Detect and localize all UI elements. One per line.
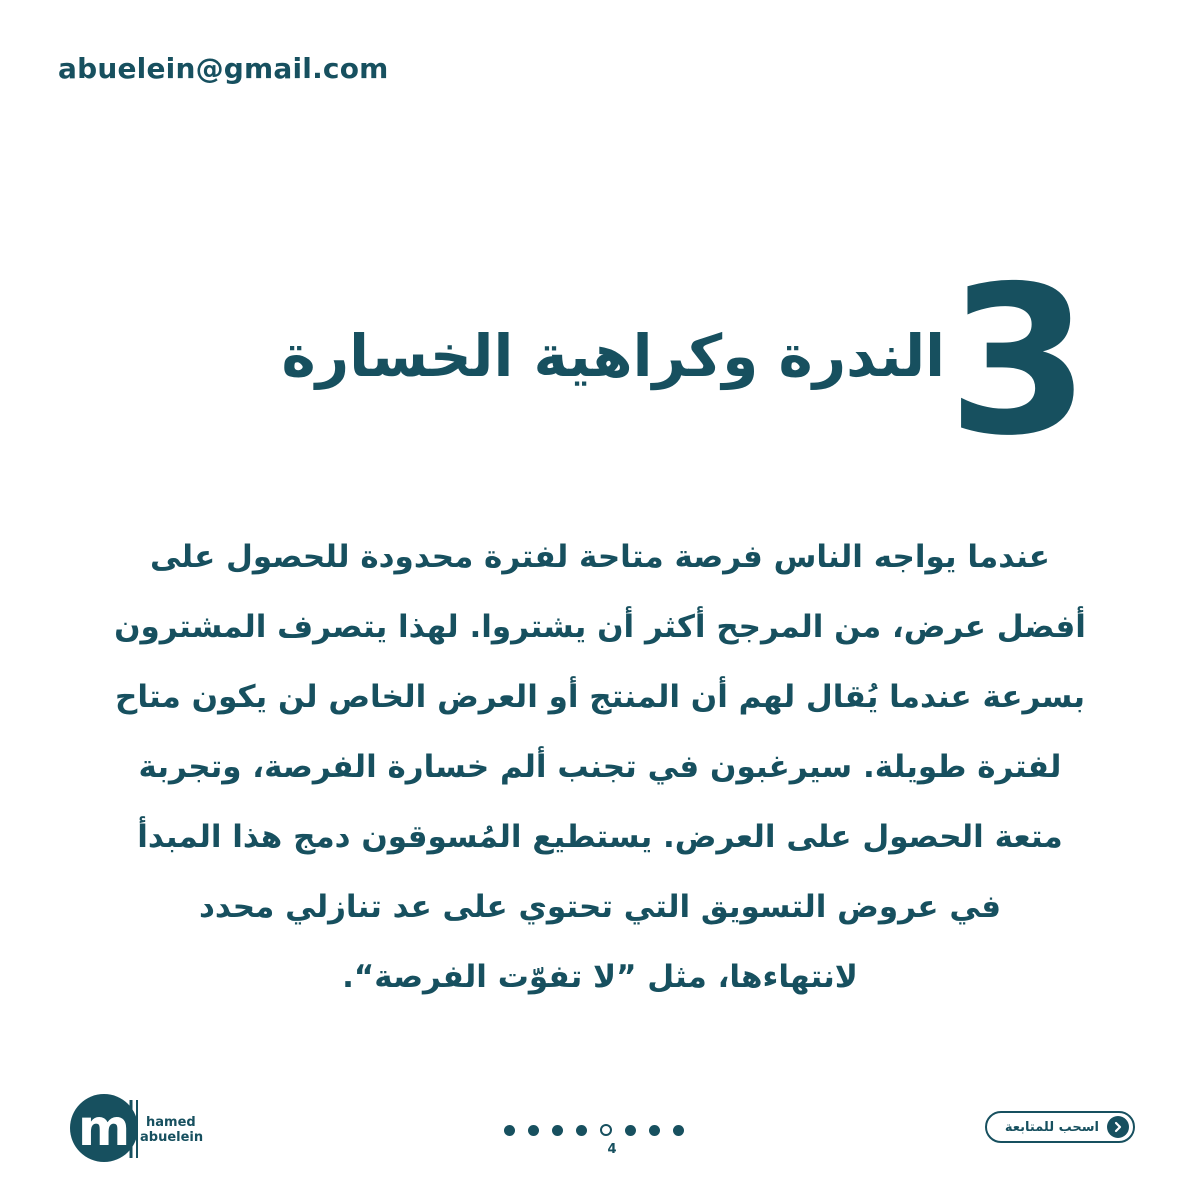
brand-logo [68,1092,204,1164]
body-line: لفترة طويلة. سيرغبون في تجنب ألم خسارة الفرصة، وتجربة [138,749,1062,785]
pagination-dot[interactable] [576,1125,587,1136]
pagination-dot[interactable] [504,1125,515,1136]
page-number: 4 [607,1142,617,1157]
swipe-to-continue-button[interactable] [985,1111,1135,1143]
body-line: في عروض التسويق التي تحتوي على عد تنازلي محدد [198,889,1002,925]
body-line: بسرعة عندما يُقال لهم أن المنتج أو العرض الخاص لن يكون متاح [115,679,1085,715]
section-number: 3 [947,243,1090,481]
pagination-dot[interactable] [625,1125,636,1136]
logo-line-1: hamed [146,1115,196,1130]
body-line: لانتهاءها، مثل ”لا تفوّت الفرصة“. [342,959,858,995]
body-line: أفضل عرض، من المرجح أكثر أن يشتروا. لهذا يتصرف المشترون [114,609,1086,645]
pagination-dot[interactable] [552,1125,563,1136]
swipe-label: اسحب للمتابعة [1004,1119,1099,1135]
logo-line-2: abuelein [140,1130,204,1145]
section-title: الندرة وكراهية الخسارة [281,322,945,390]
pagination-dots [504,1120,704,1140]
contact-email: abuelein@gmail.com [58,52,389,85]
body-line: عندما يواجه الناس فرصة متاحة لفترة محدودة للحصول على [150,539,1050,575]
body-line: متعة الحصول على العرض. يستطيع المُسوقون دمج هذا المبدأ [137,819,1063,855]
pagination-dot[interactable] [673,1125,684,1136]
body-paragraph [60,522,1140,1012]
chevron-right-icon [1107,1116,1129,1138]
section-heading [281,243,1110,481]
pagination-dot[interactable] [528,1125,539,1136]
pagination-dot[interactable] [649,1125,660,1136]
pagination-dot-active[interactable] [600,1124,612,1136]
logo-letter: m [77,1099,131,1157]
